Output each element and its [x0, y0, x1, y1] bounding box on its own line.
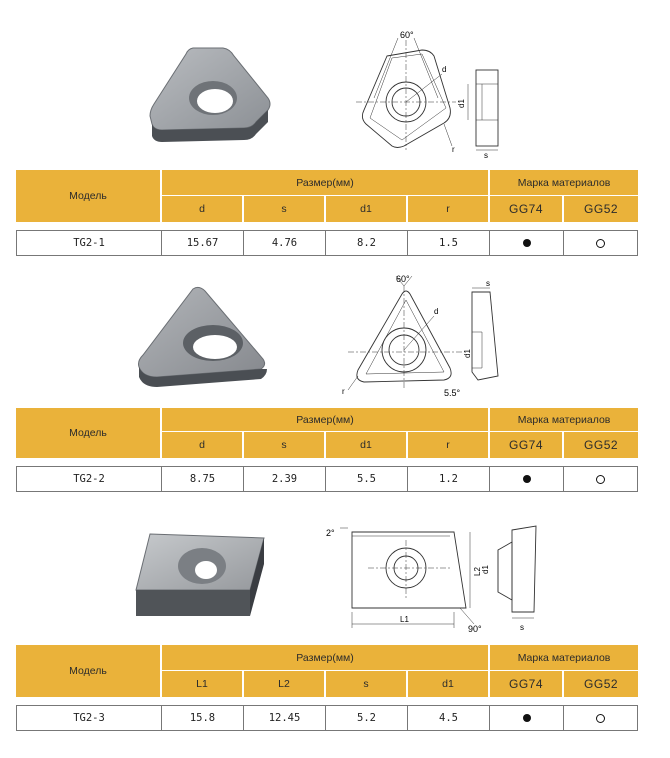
drawing-label-s: s — [520, 623, 524, 632]
header-material: GG52 — [564, 432, 638, 458]
drawing-angle-bottom: 90° — [468, 624, 482, 634]
header-dim: d — [162, 196, 244, 222]
value-cell: 8.2 — [326, 230, 408, 256]
drawing-label-r: r — [452, 145, 455, 154]
insert-photo-tg2-3 — [132, 528, 268, 620]
header-dim: s — [244, 196, 326, 222]
drawing-label-d1: d1 — [481, 565, 490, 574]
drawing-label-l2: L2 — [473, 567, 482, 576]
header-size-group: Размер(мм) — [162, 408, 490, 432]
value-cell: 5.2 — [326, 705, 408, 731]
filled-circle-icon — [523, 714, 531, 722]
technical-drawing-tg2-3 — [322, 520, 552, 636]
model-cell: TG2-3 — [16, 705, 162, 731]
header-model: Модель — [16, 645, 162, 697]
value-cell: 2.39 — [244, 466, 326, 492]
header-dim: d1 — [326, 196, 408, 222]
model-cell: TG2-1 — [16, 230, 162, 256]
drawing-label-d1: d1 — [457, 99, 466, 108]
drawing-label-d: d — [442, 65, 447, 74]
header-size-group: Размер(мм) — [162, 645, 490, 671]
header-size-group: Размер(мм) — [162, 170, 490, 196]
header-dim: d1 — [408, 671, 490, 697]
table-row — [16, 705, 638, 731]
drawing-angle-label: 60° — [396, 274, 410, 284]
empty-circle-icon — [596, 714, 605, 723]
value-cell: 12.45 — [244, 705, 326, 731]
header-dim: L1 — [162, 671, 244, 697]
header-material: GG74 — [490, 671, 564, 697]
drawing-label-d1: d1 — [463, 349, 472, 358]
header-model: Модель — [16, 170, 162, 222]
material-cell — [490, 705, 564, 731]
drawing-label-d: d — [434, 307, 439, 316]
value-cell: 15.8 — [162, 705, 244, 731]
value-cell: 4.5 — [408, 705, 490, 731]
header-material-group: Марка материалов — [490, 408, 638, 432]
value-cell: 1.2 — [408, 466, 490, 492]
drawing-edge-angle: 5.5° — [444, 388, 461, 398]
value-cell: 8.75 — [162, 466, 244, 492]
header-model: Модель — [16, 408, 162, 458]
drawing-angle-top: 2° — [326, 528, 335, 538]
header-material: GG52 — [564, 196, 638, 222]
header-dim: r — [408, 432, 490, 458]
header-material: GG52 — [564, 671, 638, 697]
header-dim: r — [408, 196, 490, 222]
drawing-label-r: r — [342, 387, 345, 396]
value-cell: 1.5 — [408, 230, 490, 256]
header-material: GG74 — [490, 196, 564, 222]
drawing-angle-label: 60° — [400, 30, 414, 40]
header-dim: d — [162, 432, 244, 458]
drawing-label-s: s — [486, 279, 490, 288]
material-cell — [564, 705, 638, 731]
header-dim: d1 — [326, 432, 408, 458]
value-cell: 4.76 — [244, 230, 326, 256]
drawing-label-l1: L1 — [400, 615, 409, 624]
header-dim: s — [326, 671, 408, 697]
header-dim: s — [244, 432, 326, 458]
header-material-group: Марка материалов — [490, 170, 638, 196]
model-cell: TG2-2 — [16, 466, 162, 492]
drawing-label-s: s — [484, 151, 488, 158]
header-material-group: Марка материалов — [490, 645, 638, 671]
header-dim: L2 — [244, 671, 326, 697]
header-material: GG74 — [490, 432, 564, 458]
spec-table-tg2-3 — [16, 645, 638, 731]
value-cell: 5.5 — [326, 466, 408, 492]
value-cell: 15.67 — [162, 230, 244, 256]
